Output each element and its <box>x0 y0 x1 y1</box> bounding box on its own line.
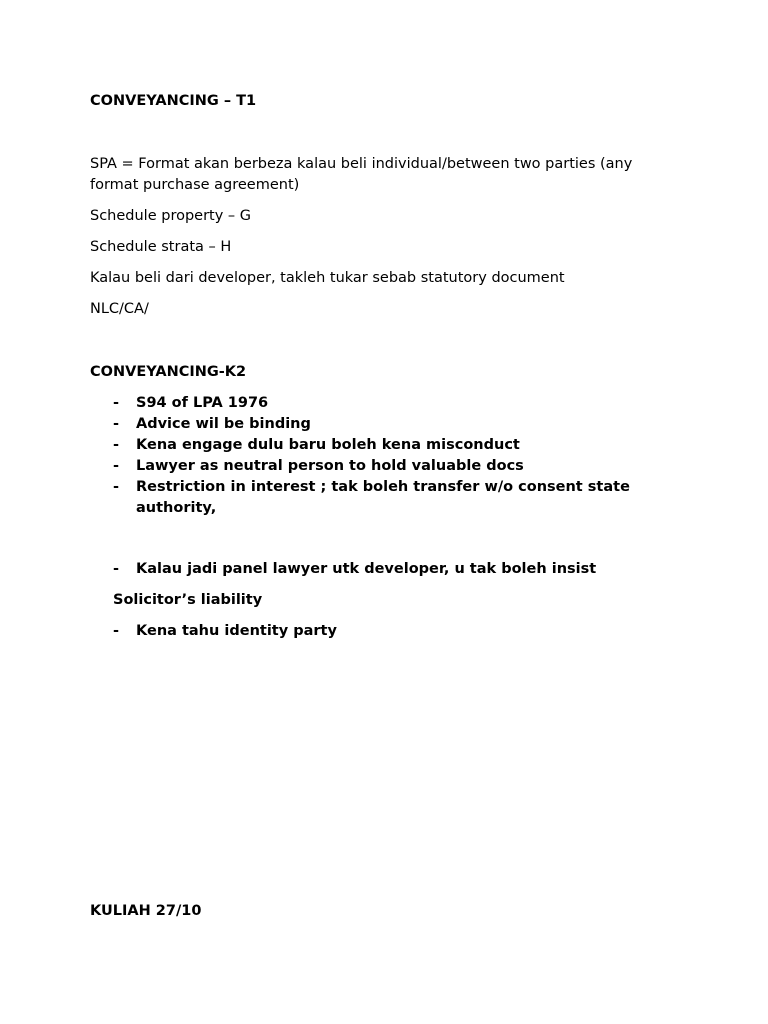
bullet-dash: - <box>113 437 120 453</box>
bullet-dash: - <box>113 479 120 495</box>
paragraph-schedule-strata: Schedule strata – H <box>90 239 232 255</box>
bullet-dash: - <box>113 561 120 577</box>
list-item <box>113 435 673 456</box>
paragraph-developer-note: Kalau beli dari developer, takleh tukar sebab statutory document <box>90 270 565 286</box>
list-item <box>113 621 673 642</box>
paragraph-nlc-ca: NLC/CA/ <box>90 301 149 317</box>
list-item-text: S94 of LPA 1976 <box>136 395 269 411</box>
bullet-dash: - <box>113 623 120 639</box>
list-item-text: Kalau jadi panel lawyer utk developer, u tak boleh insist <box>136 561 597 577</box>
list-item-text: Kena engage dulu baru boleh kena misconduct <box>136 437 520 453</box>
bullet-dash: - <box>113 416 120 432</box>
list-item-text: Advice wil be binding <box>136 416 311 432</box>
list-item <box>113 559 673 580</box>
bullet-dash: - <box>113 395 120 411</box>
paragraph-schedule-property: Schedule property – G <box>90 208 252 224</box>
heading-kuliah: KULIAH 27/10 <box>90 903 202 919</box>
solicitor-bullet-list <box>113 621 673 642</box>
k2-bullet-list <box>113 393 673 519</box>
list-item-text: Lawyer as neutral person to hold valuable docs <box>136 458 524 474</box>
k2-bullet-list-panel <box>113 559 673 580</box>
list-item-text: Kena tahu identity party <box>136 623 337 639</box>
heading-solicitor-liability: Solicitor’s liability <box>113 592 263 608</box>
list-item <box>113 456 673 477</box>
list-item <box>113 477 673 519</box>
list-item <box>113 393 673 414</box>
paragraph-spa-format: SPA = Format akan berbeza kalau beli individual/between two parties (any format purchase agreement) <box>90 156 633 193</box>
list-item-text: Restriction in interest ; tak boleh transfer w/o consent state authority, <box>136 479 630 516</box>
heading-conveyancing-t1: CONVEYANCING – T1 <box>90 93 257 109</box>
heading-conveyancing-k2: CONVEYANCING-K2 <box>90 364 247 380</box>
list-item <box>113 414 673 435</box>
bullet-dash: - <box>113 458 120 474</box>
